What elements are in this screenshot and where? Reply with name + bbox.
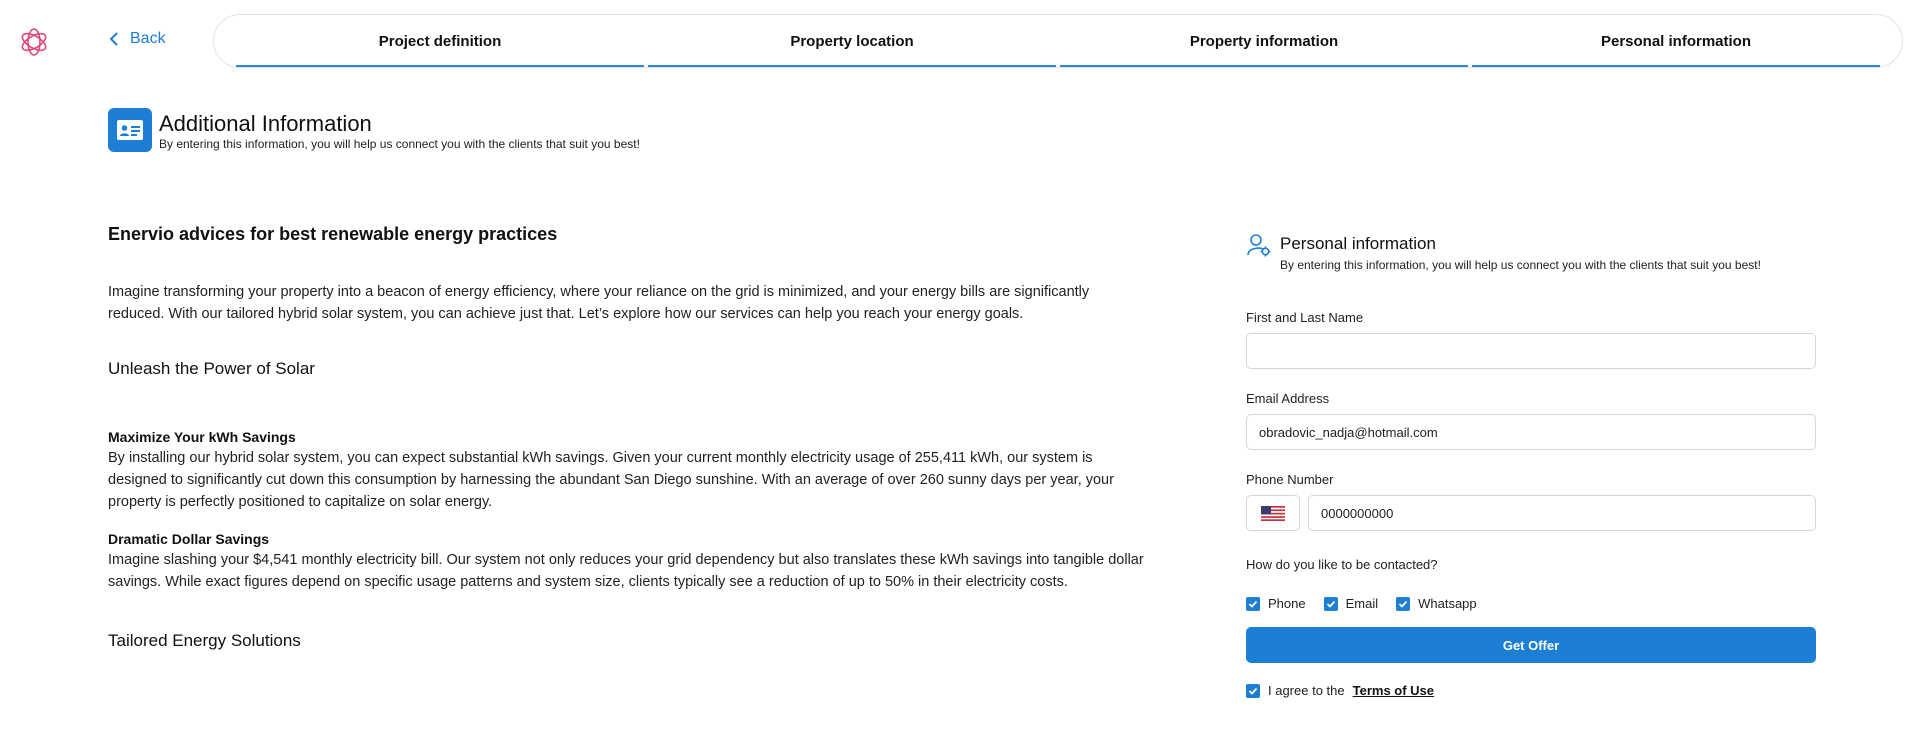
terms-agreement [1246, 683, 1816, 698]
email-label: Email Address [1246, 391, 1330, 406]
phone-label: Phone Number [1246, 472, 1334, 487]
section-title-solar: Unleash the Power of Solar [108, 359, 315, 378]
advice-block [108, 429, 1148, 513]
get-offer-button[interactable]: Get Offer [1246, 627, 1816, 663]
advice-block [108, 531, 1148, 593]
article-intro: Imagine transforming your property into a beacon of energy efficiency, where your reliance on the grid is minimized, and your energy bills are significantly reduced. With our tailored hybrid solar system, you can achieve just that. Let’s explore how our services can help you reach your energy goals. [108, 284, 1090, 322]
checkbox-checked-icon [1324, 597, 1338, 611]
checkbox-checked-icon [1396, 597, 1410, 611]
agree-text: I agree to the [1268, 683, 1345, 698]
logo-icon[interactable] [18, 26, 50, 58]
section-title-tailored: Tailored Energy Solutions [108, 631, 301, 650]
step-property-information[interactable]: Property information [1058, 15, 1470, 67]
form-title: Personal information [1280, 234, 1436, 253]
contact-whatsapp-checkbox[interactable] [1396, 596, 1477, 611]
contact-phone-checkbox[interactable] [1246, 596, 1306, 611]
advice-article [108, 224, 1148, 701]
page-title: Additional Information [159, 111, 372, 136]
page-subtitle: By entering this information, you will help us connect you with the clients that suit you best! [159, 137, 640, 151]
id-card-icon [108, 108, 152, 152]
contact-question: How do you like to be contacted? [1246, 557, 1438, 572]
checkbox-label: Whatsapp [1418, 596, 1477, 611]
progress-stepper [213, 14, 1903, 68]
form-header [1246, 230, 1816, 272]
name-input[interactable] [1246, 333, 1816, 369]
terms-checkbox[interactable] [1246, 684, 1260, 698]
block-title: Dramatic Dollar Savings [108, 531, 270, 547]
personal-info-form [1246, 230, 1816, 698]
checkbox-label: Phone [1268, 596, 1306, 611]
checkbox-label: Email [1345, 596, 1379, 611]
terms-of-use-link[interactable]: Terms of Use [1352, 683, 1435, 698]
phone-input[interactable] [1308, 495, 1816, 531]
email-input[interactable] [1246, 414, 1816, 450]
block-body: Imagine slashing your $4,541 monthly electricity bill. Our system not only reduces your grid dependency but also translates these kWh savings into tangible dollar savings. While exact figures depend on specific usage patterns and system size, clients typically see a reduction of up to 50% in their electricity costs. [108, 552, 1144, 590]
name-label: First and Last Name [1246, 310, 1364, 325]
country-code-selector[interactable] [1246, 495, 1300, 531]
block-title: Maximize Your kWh Savings [108, 429, 296, 445]
block-body: By installing our hybrid solar system, you can expect substantial kWh savings. Given your current monthly electricity usage of 255,411 kWh, our system is designed to significantly cut down this consumption by harnessing the abundant San Diego sunshine. With an average of over 260 sunny days per year, your property is perfectly positioned to capitalize on solar energy. [108, 450, 1114, 510]
back-button[interactable] [108, 30, 166, 48]
us-flag-icon [1261, 506, 1285, 521]
step-property-location[interactable]: Property location [646, 15, 1058, 67]
form-subtitle: By entering this information, you will help us connect you with the clients that suit you best! [1280, 258, 1761, 272]
chevron-left-icon [108, 32, 120, 46]
step-personal-information[interactable]: Personal information [1470, 15, 1882, 67]
article-title: Enervio advices for best renewable energy practices [108, 224, 558, 244]
checkbox-checked-icon [1246, 597, 1260, 611]
contact-email-checkbox[interactable] [1324, 596, 1379, 611]
contact-options [1246, 596, 1816, 611]
back-label: Back [130, 30, 166, 47]
user-settings-icon [1246, 232, 1272, 258]
step-project-definition[interactable]: Project definition [234, 15, 646, 67]
